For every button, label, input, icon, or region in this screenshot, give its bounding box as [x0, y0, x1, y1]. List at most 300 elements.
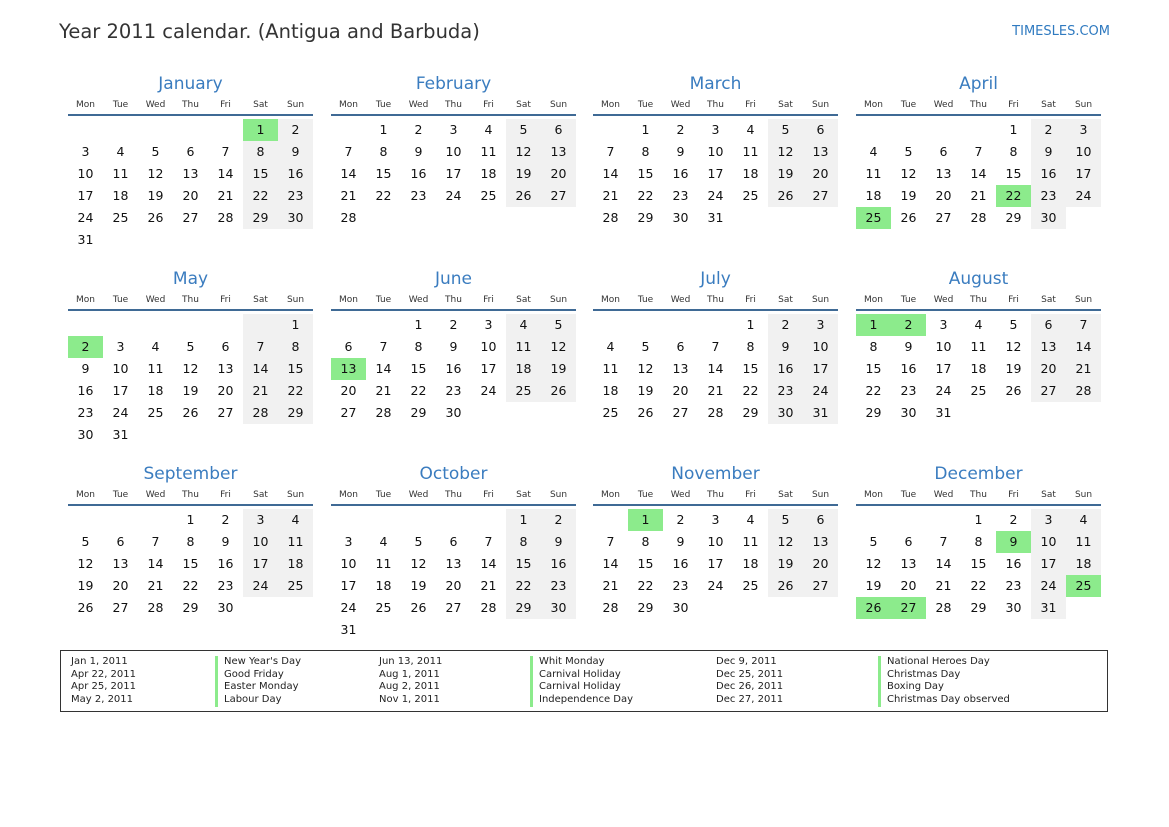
- day-grid: [856, 314, 1101, 424]
- day-cell: 5: [151, 144, 160, 159]
- day-cell: 13: [217, 361, 234, 376]
- day-cell: 1: [414, 317, 423, 332]
- month-name: December: [934, 464, 1023, 484]
- day-cell: 26: [410, 600, 427, 615]
- day-cell: 28: [935, 600, 952, 615]
- day-cell: 14: [375, 361, 392, 376]
- day-cell: 14: [935, 556, 952, 571]
- weekday-label: Sun: [286, 100, 305, 110]
- day-cell: 10: [935, 339, 952, 354]
- weekday-label: Tue: [112, 100, 129, 110]
- day-cell: 8: [278, 336, 313, 358]
- day-grid: [593, 314, 838, 424]
- empty-cell: [138, 314, 173, 336]
- legend-holiday-name: New Year's Day: [215, 656, 301, 669]
- holiday-day: 1: [628, 509, 663, 531]
- day-cell: 1: [278, 314, 313, 336]
- empty-cell: [173, 119, 208, 141]
- day-cell: 24: [445, 188, 462, 203]
- weekday-header: [856, 487, 1101, 506]
- weekday-label: Fri: [1008, 295, 1019, 305]
- day-cell: 4: [379, 534, 388, 549]
- day-cell: 18: [112, 188, 129, 203]
- day-cell: 14: [147, 556, 164, 571]
- day-cell: 6: [186, 144, 195, 159]
- day-cell: 2: [414, 122, 423, 137]
- month-november: [593, 463, 838, 619]
- day-cell: 29: [243, 207, 278, 229]
- weekday-label: Wed: [670, 490, 691, 500]
- day-cell: 27: [541, 185, 576, 207]
- day-cell: 5: [869, 534, 878, 549]
- weekday-label: Thu: [182, 295, 199, 305]
- weekday-label: Tue: [375, 295, 392, 305]
- day-cell: 9: [278, 141, 313, 163]
- day-cell: 15: [375, 166, 392, 181]
- day-cell: 30: [217, 600, 234, 615]
- day-cell: 18: [742, 556, 759, 571]
- day-cell: 9: [904, 339, 913, 354]
- weekday-header: [331, 487, 576, 506]
- day-cell: 11: [375, 556, 392, 571]
- day-cell: 11: [1066, 531, 1101, 553]
- day-cell: 17: [1066, 163, 1101, 185]
- day-cell: 6: [1031, 314, 1066, 336]
- day-cell: 19: [865, 578, 882, 593]
- legend-date: Aug 1, 2011: [379, 668, 440, 680]
- day-cell: 18: [278, 553, 313, 575]
- weekday-label: Sun: [549, 490, 568, 500]
- day-cell: 16: [768, 358, 803, 380]
- day-cell: 26: [1005, 383, 1022, 398]
- day-cell: 6: [904, 534, 913, 549]
- day-cell: 10: [112, 361, 129, 376]
- month-name: March: [689, 74, 742, 94]
- holiday-day: 22: [996, 185, 1031, 207]
- day-cell: 29: [970, 600, 987, 615]
- day-cell: 23: [217, 578, 234, 593]
- month-june: [331, 268, 576, 424]
- weekday-label: Fri: [220, 295, 231, 305]
- day-cell: 19: [768, 553, 803, 575]
- day-cell: 11: [506, 336, 541, 358]
- day-cell: 21: [340, 188, 357, 203]
- empty-cell: [593, 509, 628, 531]
- weekday-label: Tue: [637, 490, 654, 500]
- empty-cell: [138, 509, 173, 531]
- weekday-label: Sat: [778, 100, 793, 110]
- day-cell: 10: [445, 144, 462, 159]
- day-cell: 19: [637, 383, 654, 398]
- weekday-label: Sat: [253, 100, 268, 110]
- day-cell: 24: [1066, 185, 1101, 207]
- day-cell: 4: [746, 122, 755, 137]
- day-cell: 26: [900, 210, 917, 225]
- legend-date: Dec 27, 2011: [716, 694, 784, 706]
- empty-cell: [173, 314, 208, 336]
- day-cell: 10: [77, 166, 94, 181]
- day-cell: 24: [77, 210, 94, 225]
- day-cell: 1: [974, 512, 983, 527]
- weekday-label: Tue: [900, 100, 917, 110]
- day-cell: 16: [900, 361, 917, 376]
- day-cell: 18: [970, 361, 987, 376]
- weekday-label: Wed: [408, 490, 429, 500]
- day-cell: 27: [112, 600, 129, 615]
- legend-date: Dec 26, 2011: [716, 681, 784, 693]
- day-cell: 14: [217, 166, 234, 181]
- weekday-header: [593, 487, 838, 506]
- day-grid: [593, 119, 838, 229]
- day-cell: 10: [243, 531, 278, 553]
- day-cell: 7: [344, 144, 353, 159]
- day-cell: 8: [414, 339, 423, 354]
- day-grid: [331, 314, 576, 424]
- weekday-label: Fri: [483, 100, 494, 110]
- legend-date: Aug 2, 2011: [379, 681, 440, 693]
- day-cell: 26: [541, 380, 576, 402]
- day-cell: 27: [340, 405, 357, 420]
- day-cell: 30: [278, 207, 313, 229]
- day-grid: [856, 509, 1101, 619]
- day-cell: 25: [147, 405, 164, 420]
- legend-holiday-name: Christmas Day: [878, 669, 960, 682]
- holiday-day: 25: [1066, 575, 1101, 597]
- day-cell: 15: [278, 358, 313, 380]
- weekday-label: Wed: [933, 490, 954, 500]
- day-cell: 13: [803, 141, 838, 163]
- day-cell: 19: [147, 188, 164, 203]
- holiday-day: 27: [891, 597, 926, 619]
- day-cell: 19: [900, 188, 917, 203]
- site-link[interactable]: TIMESLES.COM: [1012, 24, 1110, 39]
- day-cell: 17: [243, 553, 278, 575]
- day-cell: 11: [602, 361, 619, 376]
- day-cell: 13: [935, 166, 952, 181]
- day-cell: 1: [506, 509, 541, 531]
- day-cell: 31: [112, 427, 129, 442]
- weekday-header: [331, 97, 576, 116]
- legend-holiday-name: Labour Day: [215, 694, 282, 707]
- day-cell: 29: [637, 600, 654, 615]
- day-cell: 5: [904, 144, 913, 159]
- day-cell: 4: [506, 314, 541, 336]
- day-cell: 3: [344, 534, 353, 549]
- weekday-label: Thu: [445, 490, 462, 500]
- day-cell: 25: [970, 383, 987, 398]
- legend-date: Nov 1, 2011: [379, 694, 440, 706]
- day-cell: 3: [243, 509, 278, 531]
- day-cell: 20: [541, 163, 576, 185]
- weekday-label: Sat: [1041, 295, 1056, 305]
- weekday-label: Mon: [76, 490, 95, 500]
- weekday-header: [68, 292, 313, 311]
- day-cell: 26: [77, 600, 94, 615]
- weekday-label: Wed: [145, 295, 166, 305]
- day-cell: 15: [970, 556, 987, 571]
- day-cell: 7: [484, 534, 493, 549]
- day-cell: 22: [182, 578, 199, 593]
- weekday-label: Tue: [637, 100, 654, 110]
- day-cell: 14: [340, 166, 357, 181]
- holiday-day: 26: [856, 597, 891, 619]
- day-cell: 7: [221, 144, 230, 159]
- day-cell: 1: [186, 512, 195, 527]
- day-cell: 22: [243, 185, 278, 207]
- weekday-header: [331, 292, 576, 311]
- day-cell: 28: [602, 210, 619, 225]
- day-cell: 14: [602, 166, 619, 181]
- day-cell: 21: [147, 578, 164, 593]
- day-cell: 12: [637, 361, 654, 376]
- day-cell: 31: [707, 210, 724, 225]
- day-cell: 15: [1005, 166, 1022, 181]
- day-cell: 19: [541, 358, 576, 380]
- day-cell: 6: [344, 339, 353, 354]
- day-cell: 8: [1009, 144, 1018, 159]
- weekday-label: Mon: [601, 490, 620, 500]
- day-cell: 14: [243, 358, 278, 380]
- day-cell: 16: [217, 556, 234, 571]
- day-cell: 12: [77, 556, 94, 571]
- weekday-label: Sun: [549, 295, 568, 305]
- day-cell: 25: [742, 188, 759, 203]
- day-cell: 5: [414, 534, 423, 549]
- day-cell: 25: [375, 600, 392, 615]
- day-cell: 3: [711, 122, 720, 137]
- day-cell: 17: [803, 358, 838, 380]
- day-cell: 28: [243, 402, 278, 424]
- day-cell: 12: [182, 361, 199, 376]
- weekday-label: Sun: [1074, 100, 1093, 110]
- day-cell: 31: [1031, 597, 1066, 619]
- weekday-label: Wed: [933, 100, 954, 110]
- empty-cell: [103, 509, 138, 531]
- weekday-label: Tue: [900, 295, 917, 305]
- day-cell: 24: [112, 405, 129, 420]
- day-cell: 24: [480, 383, 497, 398]
- legend-date: May 2, 2011: [71, 694, 134, 706]
- holiday-day: 2: [891, 314, 926, 336]
- day-cell: 16: [672, 166, 689, 181]
- day-cell: 14: [707, 361, 724, 376]
- day-cell: 30: [541, 597, 576, 619]
- day-grid: [856, 119, 1101, 229]
- day-cell: 23: [77, 405, 94, 420]
- day-cell: 26: [506, 185, 541, 207]
- holiday-day: 9: [996, 531, 1031, 553]
- day-cell: 17: [340, 578, 357, 593]
- day-cell: 2: [449, 317, 458, 332]
- day-cell: 11: [278, 531, 313, 553]
- day-cell: 19: [506, 163, 541, 185]
- day-cell: 20: [1031, 358, 1066, 380]
- day-cell: 13: [1031, 336, 1066, 358]
- month-name: September: [143, 464, 238, 484]
- day-cell: 16: [410, 166, 427, 181]
- day-cell: 20: [900, 578, 917, 593]
- day-cell: 11: [970, 339, 987, 354]
- day-cell: 21: [375, 383, 392, 398]
- weekday-label: Wed: [145, 100, 166, 110]
- empty-cell: [331, 314, 366, 336]
- day-cell: 7: [379, 339, 388, 354]
- day-cell: 9: [676, 144, 685, 159]
- weekday-label: Wed: [933, 295, 954, 305]
- day-cell: 12: [1005, 339, 1022, 354]
- day-cell: 26: [182, 405, 199, 420]
- weekday-label: Sat: [253, 295, 268, 305]
- day-cell: 24: [340, 600, 357, 615]
- day-cell: 22: [410, 383, 427, 398]
- day-cell: 7: [606, 144, 615, 159]
- day-cell: 13: [112, 556, 129, 571]
- day-cell: 23: [1005, 578, 1022, 593]
- weekday-header: [856, 97, 1101, 116]
- day-cell: 29: [865, 405, 882, 420]
- weekday-label: Mon: [76, 100, 95, 110]
- day-cell: 28: [217, 210, 234, 225]
- empty-cell: [628, 314, 663, 336]
- month-march: [593, 73, 838, 229]
- empty-cell: [663, 314, 698, 336]
- day-cell: 30: [768, 402, 803, 424]
- day-cell: 6: [939, 144, 948, 159]
- day-cell: 9: [768, 336, 803, 358]
- empty-cell: [698, 314, 733, 336]
- weekday-label: Mon: [864, 295, 883, 305]
- day-cell: 30: [1031, 207, 1066, 229]
- day-cell: 24: [707, 188, 724, 203]
- weekday-label: Tue: [375, 100, 392, 110]
- day-cell: 28: [375, 405, 392, 420]
- day-cell: 24: [935, 383, 952, 398]
- day-cell: 23: [541, 575, 576, 597]
- weekday-label: Mon: [601, 100, 620, 110]
- month-name: May: [172, 269, 209, 289]
- day-cell: 26: [147, 210, 164, 225]
- day-cell: 5: [1009, 317, 1018, 332]
- day-cell: 24: [1031, 575, 1066, 597]
- weekday-label: Mon: [339, 490, 358, 500]
- day-grid: [331, 509, 576, 641]
- empty-cell: [366, 314, 401, 336]
- weekday-label: Sat: [516, 295, 531, 305]
- day-cell: 18: [865, 188, 882, 203]
- legend-date: Jan 1, 2011: [71, 656, 128, 667]
- empty-cell: [401, 509, 436, 531]
- day-cell: 27: [803, 185, 838, 207]
- weekday-label: Sat: [1041, 100, 1056, 110]
- day-cell: 22: [375, 188, 392, 203]
- day-cell: 7: [974, 144, 983, 159]
- day-cell: 26: [768, 575, 803, 597]
- day-cell: 11: [147, 361, 164, 376]
- month-name: July: [700, 269, 731, 289]
- weekday-label: Mon: [339, 295, 358, 305]
- day-cell: 22: [278, 380, 313, 402]
- weekday-label: Sun: [286, 490, 305, 500]
- day-cell: 3: [711, 512, 720, 527]
- day-cell: 29: [278, 402, 313, 424]
- day-cell: 17: [1031, 553, 1066, 575]
- empty-cell: [436, 509, 471, 531]
- weekday-label: Sat: [778, 295, 793, 305]
- day-cell: 30: [445, 405, 462, 420]
- day-cell: 8: [186, 534, 195, 549]
- weekday-label: Wed: [145, 490, 166, 500]
- day-cell: 30: [672, 210, 689, 225]
- day-cell: 27: [217, 405, 234, 420]
- day-cell: 23: [672, 188, 689, 203]
- day-cell: 30: [77, 427, 94, 442]
- weekday-label: Sun: [811, 295, 830, 305]
- legend-holiday-name: Carnival Holiday: [530, 669, 621, 682]
- day-cell: 9: [414, 144, 423, 159]
- day-cell: 29: [410, 405, 427, 420]
- month-july: [593, 268, 838, 424]
- holiday-day: 2: [68, 336, 103, 358]
- day-cell: 18: [742, 166, 759, 181]
- day-cell: 9: [81, 361, 90, 376]
- day-cell: 16: [1005, 556, 1022, 571]
- day-cell: 23: [1031, 185, 1066, 207]
- weekday-label: Wed: [670, 295, 691, 305]
- weekday-label: Fri: [220, 490, 231, 500]
- legend-holiday-name: Boxing Day: [878, 681, 944, 694]
- empty-cell: [926, 509, 961, 531]
- day-cell: 31: [77, 232, 94, 247]
- day-cell: 15: [243, 163, 278, 185]
- day-cell: 3: [1031, 509, 1066, 531]
- day-cell: 29: [637, 210, 654, 225]
- day-cell: 19: [410, 578, 427, 593]
- day-cell: 11: [742, 144, 759, 159]
- day-cell: 15: [865, 361, 882, 376]
- day-cell: 23: [672, 578, 689, 593]
- legend-date: Apr 22, 2011: [71, 668, 137, 680]
- day-cell: 6: [803, 119, 838, 141]
- day-cell: 23: [768, 380, 803, 402]
- day-cell: 27: [803, 575, 838, 597]
- day-cell: 31: [803, 402, 838, 424]
- day-grid: [593, 509, 838, 619]
- day-cell: 22: [637, 578, 654, 593]
- day-cell: 20: [803, 163, 838, 185]
- month-january: [68, 73, 313, 251]
- day-cell: 15: [182, 556, 199, 571]
- day-cell: 5: [768, 119, 803, 141]
- day-cell: 15: [637, 166, 654, 181]
- day-cell: 12: [147, 166, 164, 181]
- day-cell: 10: [1066, 141, 1101, 163]
- day-cell: 5: [81, 534, 90, 549]
- legend-date: Apr 25, 2011: [71, 681, 137, 693]
- day-cell: 28: [147, 600, 164, 615]
- empty-cell: [103, 314, 138, 336]
- holiday-day: 1: [856, 314, 891, 336]
- day-cell: 16: [672, 556, 689, 571]
- day-grid: [331, 119, 576, 229]
- day-cell: 20: [217, 383, 234, 398]
- day-cell: 9: [449, 339, 458, 354]
- weekday-label: Fri: [1008, 490, 1019, 500]
- day-cell: 27: [672, 405, 689, 420]
- day-cell: 16: [445, 361, 462, 376]
- weekday-label: Fri: [745, 100, 756, 110]
- weekday-label: Sat: [516, 100, 531, 110]
- weekday-label: Tue: [112, 490, 129, 500]
